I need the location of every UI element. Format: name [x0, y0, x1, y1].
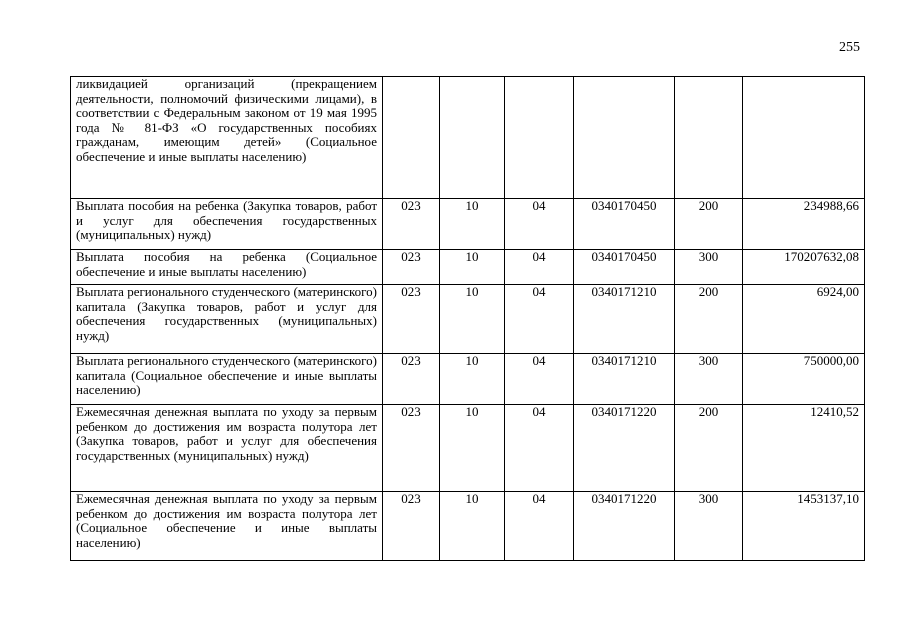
subsection-code: 04 [505, 405, 574, 492]
ministry-code: 023 [383, 250, 440, 285]
subsection-code: 04 [505, 285, 574, 354]
ministry-code: 023 [383, 199, 440, 250]
ministry-code: 023 [383, 405, 440, 492]
section-code: 10 [440, 492, 505, 561]
section-code: 10 [440, 405, 505, 492]
table-row [71, 77, 865, 199]
amount-value: 234988,66 [743, 199, 865, 250]
subsection-code: 04 [505, 199, 574, 250]
table-row [71, 354, 865, 405]
table-row [71, 285, 865, 354]
ministry-code: 023 [383, 285, 440, 354]
subsection-code: 04 [505, 492, 574, 561]
table-row [71, 405, 865, 492]
table-row [71, 492, 865, 561]
ministry-code: 023 [383, 354, 440, 405]
expense-type-code: 200 [675, 199, 743, 250]
row-description: Выплата пособия на ребенка (Социальное обеспечение и иные выплаты населению) [71, 250, 383, 285]
amount-value: 750000,00 [743, 354, 865, 405]
section-code: 10 [440, 354, 505, 405]
target-article-code: 0340171210 [574, 285, 675, 354]
amount-value: 6924,00 [743, 285, 865, 354]
row-description: Выплата регионального студенческого (материнского) капитала (Социальное обеспечение и иные выплаты населению) [71, 354, 383, 405]
ministry-code [383, 77, 440, 199]
row-description: Ежемесячная денежная выплата по уходу за первым ребенком до достижения им возраста полутора лет (Социальное обеспечение и иные выплаты населению) [71, 492, 383, 561]
page-number: 255 [839, 40, 860, 55]
row-description: ликвидацией организаций (прекращением деятельности, полномочий физическими лицами), в соответствии с Федеральным законом от 19 мая 1995 года № 81-ФЗ «О государственных пособиях гражданам, имеющим детей» (Социальное обеспечение и иные выплаты населению) [71, 77, 383, 199]
amount-value: 170207632,08 [743, 250, 865, 285]
section-code [440, 77, 505, 199]
row-description: Выплата пособия на ребенка (Закупка товаров, работ и услуг для обеспечения государственных (муниципальных) нужд) [71, 199, 383, 250]
expense-type-code: 300 [675, 492, 743, 561]
ministry-code: 023 [383, 492, 440, 561]
target-article-code: 0340170450 [574, 199, 675, 250]
section-code: 10 [440, 250, 505, 285]
amount-value [743, 77, 865, 199]
target-article-code: 0340171220 [574, 405, 675, 492]
target-article-code: 0340170450 [574, 250, 675, 285]
subsection-code: 04 [505, 250, 574, 285]
budget-table [70, 76, 865, 561]
target-article-code: 0340171220 [574, 492, 675, 561]
expense-type-code: 300 [675, 354, 743, 405]
target-article-code: 0340171210 [574, 354, 675, 405]
expense-type-code [675, 77, 743, 199]
amount-value: 12410,52 [743, 405, 865, 492]
row-description: Ежемесячная денежная выплата по уходу за первым ребенком до достижения им возраста полутора лет (Закупка товаров, работ и услуг для обеспечения государственных (муниципальных) нужд) [71, 405, 383, 492]
section-code: 10 [440, 285, 505, 354]
table-row [71, 250, 865, 285]
section-code: 10 [440, 199, 505, 250]
expense-type-code: 200 [675, 405, 743, 492]
expense-type-code: 200 [675, 285, 743, 354]
subsection-code: 04 [505, 354, 574, 405]
target-article-code [574, 77, 675, 199]
expense-type-code: 300 [675, 250, 743, 285]
table-row [71, 199, 865, 250]
amount-value: 1453137,10 [743, 492, 865, 561]
row-description: Выплата регионального студенческого (материнского) капитала (Закупка товаров, работ и услуг для обеспечения государственных (муниципальных) нужд) [71, 285, 383, 354]
subsection-code [505, 77, 574, 199]
